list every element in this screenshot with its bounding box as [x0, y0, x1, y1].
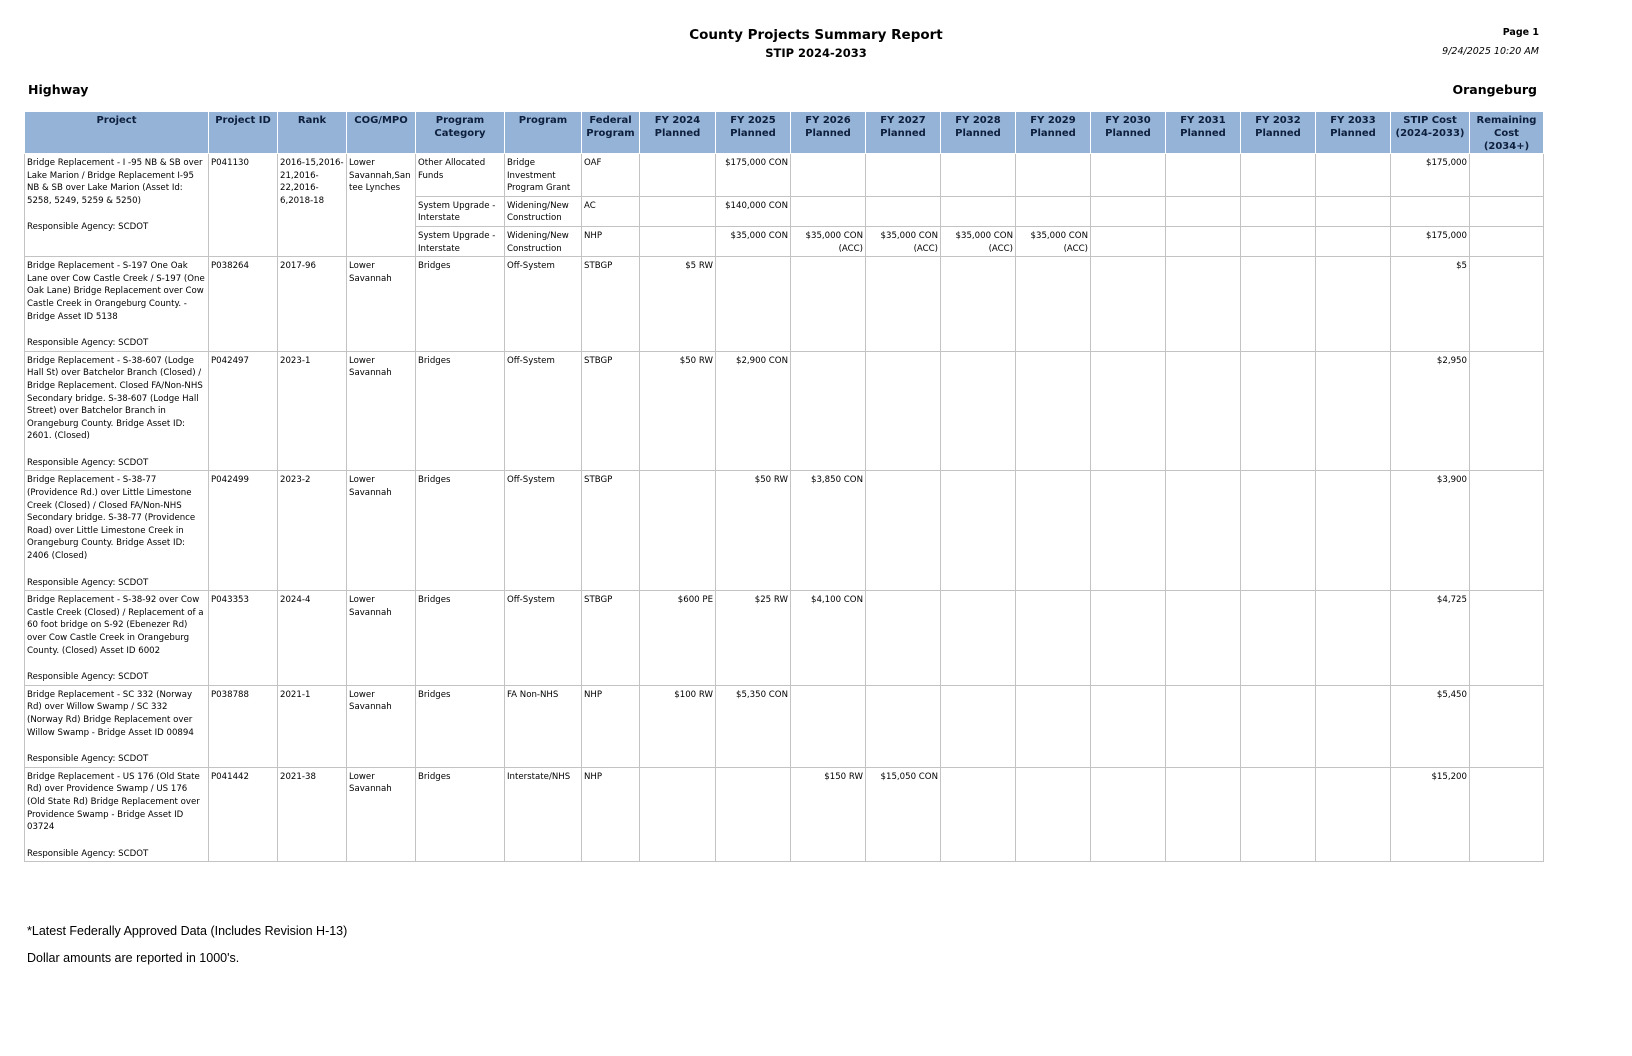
- fy-amount-cell: [1016, 591, 1091, 686]
- program: Widening/New Construction: [505, 196, 582, 226]
- fy-amount-cell: [1166, 196, 1241, 226]
- fy-amount: $100 RW: [674, 689, 713, 700]
- fy-amount-cell: [716, 257, 791, 352]
- fy-amount: $5,350 CON: [736, 689, 788, 700]
- fy-amount-cell: [941, 351, 1016, 471]
- fy-amount-cell: [941, 154, 1016, 197]
- table-row: [25, 685, 1544, 767]
- fy-amount: $35,000 CON: [880, 230, 938, 241]
- fy-amount-cell: [791, 226, 866, 256]
- fy-amount-cell: [1016, 685, 1091, 767]
- fy-amount-cell: [640, 351, 716, 471]
- federal-program: STBGP: [582, 351, 640, 471]
- fy-amount-cell: [1016, 257, 1091, 352]
- fy-amount: $140,000 CON: [725, 200, 788, 211]
- project-id: P041130: [209, 154, 278, 257]
- fy-amount-cell: [941, 257, 1016, 352]
- fy-amount-cell: [1166, 351, 1241, 471]
- program: Off-System: [505, 257, 582, 352]
- fy-amount: $150 RW: [824, 771, 863, 782]
- fy-amount-cell: [1241, 351, 1316, 471]
- project-cell: [25, 154, 209, 257]
- fy-amount-cell: [1241, 767, 1316, 862]
- program-category: Bridges: [416, 685, 505, 767]
- report-title: County Projects Summary Report: [689, 27, 943, 43]
- stip-cost: $5,450: [1391, 685, 1470, 767]
- fy-amount-cell: [1091, 351, 1166, 471]
- fy-amount: $175,000 CON: [725, 158, 788, 168]
- fy-amount-cell: [716, 767, 791, 862]
- stip-cost: $175,000: [1391, 226, 1470, 256]
- fy-amount-cell: [640, 154, 716, 197]
- fy-amount-cell: [1091, 226, 1166, 256]
- column-header: FY 2027 Planned: [866, 112, 941, 154]
- responsible-agency: Responsible Agency: SCDOT: [27, 848, 149, 859]
- fy-amount-cell: [1316, 154, 1391, 197]
- project-id: P041442: [209, 767, 278, 862]
- program-category: Bridges: [416, 471, 505, 591]
- fy-amount-cell: [716, 471, 791, 591]
- fy-amount-cell: [1166, 257, 1241, 352]
- table-row: [25, 591, 1544, 686]
- project-id: P042497: [209, 351, 278, 471]
- fy-amount-cell: [1316, 471, 1391, 591]
- responsible-agency: Responsible Agency: SCDOT: [27, 672, 149, 683]
- fy-amount-cell: [1166, 471, 1241, 591]
- footnote-units: Dollar amounts are reported in 1000's.: [27, 951, 240, 965]
- fy-amount-cell: [941, 471, 1016, 591]
- fy-amount-cell: [1316, 257, 1391, 352]
- federal-program: AC: [582, 196, 640, 226]
- fy-amount-cell: [1091, 685, 1166, 767]
- fy-amount-cell: [1016, 196, 1091, 226]
- fy-amount-cell: [1016, 767, 1091, 862]
- fy-amount-cell: [1091, 196, 1166, 226]
- table-header-row: [25, 112, 1544, 154]
- program-category: Bridges: [416, 257, 505, 352]
- fy-amount-cell: [791, 154, 866, 197]
- fy-amount-cell: [791, 767, 866, 862]
- fy-amount: $600 PE: [677, 595, 713, 606]
- fy-amount-cell: [1016, 471, 1091, 591]
- project-description: Bridge Replacement - S-197 One Oak Lane over Cow Castle Creek / S-197 (One Oak Lane) Bridge Replacement over Cow Castle Creek in Orangeburg County. - Bridge Asset ID 5138: [27, 261, 205, 322]
- fy-amount: $50 RW: [679, 355, 713, 366]
- fy-amount-cell: [1316, 196, 1391, 226]
- project-id: P038264: [209, 257, 278, 352]
- fy-amount-cell: [640, 685, 716, 767]
- footnote-data-source: *Latest Federally Approved Data (Includes Revision H-13): [27, 924, 348, 938]
- fy-amount-cell: [1091, 591, 1166, 686]
- fy-amount: $35,000 CON: [730, 230, 788, 241]
- fy-amount-cell: [1016, 226, 1091, 256]
- program: Widening/New Construction: [505, 226, 582, 256]
- project-rank: 2017-96: [278, 257, 347, 352]
- remaining-cost: [1470, 591, 1544, 686]
- fy-amount-cell: [716, 226, 791, 256]
- fy-amount: $5 RW: [685, 261, 713, 272]
- fy-amount: $2,900 CON: [736, 355, 788, 366]
- project-description: Bridge Replacement - S-38-92 over Cow Castle Creek (Closed) / Replacement of a 60 foot bridge on S-92 (Ebenezer Rd) over Cow Castle Creek in Orangeburg County. (Closed) Asset ID 6002: [27, 595, 204, 656]
- acc-flag: (ACC): [838, 243, 863, 254]
- remaining-cost: [1470, 685, 1544, 767]
- fy-amount-cell: [866, 591, 941, 686]
- cog-mpo: Lower Savannah: [347, 351, 416, 471]
- fy-amount-cell: [1166, 767, 1241, 862]
- fy-amount-cell: [716, 154, 791, 197]
- fy-amount-cell: [791, 351, 866, 471]
- stip-cost: $5: [1391, 257, 1470, 352]
- fy-amount-cell: [1241, 471, 1316, 591]
- fy-amount: $4,100 CON: [811, 595, 863, 606]
- project-id: P038788: [209, 685, 278, 767]
- column-header: Rank: [278, 112, 347, 154]
- fy-amount-cell: [1091, 154, 1166, 197]
- fy-amount-cell: [866, 226, 941, 256]
- responsible-agency: Responsible Agency: SCDOT: [27, 754, 149, 765]
- project-cell: [25, 351, 209, 471]
- program: Off-System: [505, 351, 582, 471]
- project-description: Bridge Replacement - SC 332 (Norway Rd) over Willow Swamp / SC 332 (Norway Rd) Bridge Replacement over Willow Swamp - Bridge Asset ID 00894: [27, 689, 194, 738]
- project-cell: [25, 257, 209, 352]
- column-header: Federal Program: [582, 112, 640, 154]
- remaining-cost: [1470, 471, 1544, 591]
- fy-amount-cell: [791, 591, 866, 686]
- responsible-agency: Responsible Agency: SCDOT: [27, 222, 149, 233]
- program: Off-System: [505, 591, 582, 686]
- fy-amount-cell: [941, 685, 1016, 767]
- acc-flag: (ACC): [1063, 243, 1088, 254]
- table-row: [25, 351, 1544, 471]
- cog-mpo: Lower Savannah: [347, 591, 416, 686]
- column-header: FY 2028 Planned: [941, 112, 1016, 154]
- fy-amount-cell: [866, 351, 941, 471]
- fy-amount-cell: [1316, 351, 1391, 471]
- responsible-agency: Responsible Agency: SCDOT: [27, 577, 149, 588]
- responsible-agency: Responsible Agency: SCDOT: [27, 457, 149, 468]
- remaining-cost: [1470, 351, 1544, 471]
- federal-program: NHP: [582, 767, 640, 862]
- fy-amount-cell: [1241, 257, 1316, 352]
- fy-amount-cell: [1316, 767, 1391, 862]
- project-rank: 2023-1: [278, 351, 347, 471]
- column-header: COG/MPO: [347, 112, 416, 154]
- remaining-cost: [1470, 226, 1544, 256]
- column-header: FY 2026 Planned: [791, 112, 866, 154]
- fy-amount: $35,000 CON: [955, 230, 1013, 241]
- fy-amount-cell: [716, 351, 791, 471]
- program: FA Non-NHS: [505, 685, 582, 767]
- fy-amount-cell: [1316, 226, 1391, 256]
- fy-amount-cell: [866, 767, 941, 862]
- project-rank: 2023-2: [278, 471, 347, 591]
- fy-amount-cell: [1166, 154, 1241, 197]
- fy-amount-cell: [1166, 591, 1241, 686]
- remaining-cost: [1470, 767, 1544, 862]
- fy-amount-cell: [1091, 767, 1166, 862]
- remaining-cost: [1470, 196, 1544, 226]
- fy-amount-cell: [1166, 685, 1241, 767]
- cog-mpo: Lower Savannah,Santee Lynches: [347, 154, 416, 257]
- column-header: FY 2033 Planned: [1316, 112, 1391, 154]
- section-heading: Highway: [28, 82, 89, 97]
- project-description: Bridge Replacement - I -95 NB & SB over Lake Marion / Bridge Replacement I-95 NB & SB over Lake Marion (Asset Id: 5258, 5249, 5259 & 5250): [27, 158, 203, 206]
- fy-amount: $15,050 CON: [880, 771, 938, 782]
- fy-amount-cell: [640, 591, 716, 686]
- fy-amount-cell: [866, 154, 941, 197]
- fy-amount: $35,000 CON: [1030, 230, 1088, 241]
- fy-amount-cell: [640, 767, 716, 862]
- program-category: Other Allocated Funds: [416, 154, 505, 197]
- fy-amount-cell: [1241, 591, 1316, 686]
- project-id: P043353: [209, 591, 278, 686]
- fy-amount-cell: [941, 226, 1016, 256]
- program-category: Bridges: [416, 351, 505, 471]
- fy-amount-cell: [941, 196, 1016, 226]
- column-header: FY 2030 Planned: [1091, 112, 1166, 154]
- column-header: Program: [505, 112, 582, 154]
- table-row: [25, 767, 1544, 862]
- federal-program: STBGP: [582, 257, 640, 352]
- fy-amount-cell: [791, 685, 866, 767]
- column-header: Program Category: [416, 112, 505, 154]
- remaining-cost: [1470, 154, 1544, 197]
- remaining-cost: [1470, 257, 1544, 352]
- project-rank: 2021-1: [278, 685, 347, 767]
- column-header: STIP Cost (2024-2033): [1391, 112, 1470, 154]
- project-cell: [25, 685, 209, 767]
- federal-program: STBGP: [582, 591, 640, 686]
- column-header: FY 2029 Planned: [1016, 112, 1091, 154]
- stip-cost: [1391, 196, 1470, 226]
- column-header: Project: [25, 112, 209, 154]
- project-rank: 2021-38: [278, 767, 347, 862]
- fy-amount-cell: [1241, 196, 1316, 226]
- program-category: System Upgrade - Interstate: [416, 226, 505, 256]
- stip-cost: $2,950: [1391, 351, 1470, 471]
- fy-amount-cell: [1316, 685, 1391, 767]
- cog-mpo: Lower Savannah: [347, 685, 416, 767]
- column-header: FY 2032 Planned: [1241, 112, 1316, 154]
- cog-mpo: Lower Savannah: [347, 257, 416, 352]
- acc-flag: (ACC): [913, 243, 938, 254]
- column-header: FY 2024 Planned: [640, 112, 716, 154]
- table-row: [25, 257, 1544, 352]
- fy-amount-cell: [791, 196, 866, 226]
- stip-cost: $3,900: [1391, 471, 1470, 591]
- column-header: FY 2031 Planned: [1166, 112, 1241, 154]
- fy-amount-cell: [716, 685, 791, 767]
- fy-amount: $50 RW: [754, 475, 788, 486]
- fy-amount-cell: [640, 471, 716, 591]
- project-rank: 2016-15,2016-21,2016-22,2016-6,2018-18: [278, 154, 347, 257]
- fy-amount-cell: [866, 196, 941, 226]
- project-cell: [25, 471, 209, 591]
- responsible-agency: Responsible Agency: SCDOT: [27, 338, 149, 349]
- stip-cost: $15,200: [1391, 767, 1470, 862]
- fy-amount-cell: [1091, 471, 1166, 591]
- fy-amount-cell: [1241, 154, 1316, 197]
- fy-amount-cell: [866, 471, 941, 591]
- report-subtitle: STIP 2024-2033: [765, 46, 867, 60]
- fy-amount-cell: [640, 226, 716, 256]
- federal-program: NHP: [582, 226, 640, 256]
- fy-amount-cell: [1241, 226, 1316, 256]
- federal-program: NHP: [582, 685, 640, 767]
- program: Bridge Investment Program Grant: [505, 154, 582, 197]
- page-number: Page 1: [1502, 27, 1539, 38]
- column-header: Remaining Cost (2034+): [1470, 112, 1544, 154]
- fy-amount: $25 RW: [754, 595, 788, 606]
- cog-mpo: Lower Savannah: [347, 471, 416, 591]
- fy-amount-cell: [941, 591, 1016, 686]
- program-category: Bridges: [416, 591, 505, 686]
- project-cell: [25, 767, 209, 862]
- fy-amount-cell: [640, 257, 716, 352]
- project-rank: 2024-4: [278, 591, 347, 686]
- fy-amount: $35,000 CON: [805, 230, 863, 241]
- federal-program: STBGP: [582, 471, 640, 591]
- program: Off-System: [505, 471, 582, 591]
- project-description: Bridge Replacement - US 176 (Old State Rd) over Providence Swamp / US 176 (Old State Rd) Bridge Replacement over Providence Swamp - Bridge Asset ID 03724: [27, 771, 200, 833]
- project-description: Bridge Replacement - S-38-607 (Lodge Hall St) over Batchelor Branch (Closed) / Bridge Replacement. Closed FA/Non-NHS Secondary bridge. S-38-607 (Lodge Hall Street) over Batchelor Branch in Orangeburg County. Bridge Asset ID: 2601. (Closed): [27, 355, 203, 442]
- federal-program: OAF: [582, 154, 640, 197]
- fy-amount: $3,850 CON: [811, 475, 863, 486]
- fy-amount-cell: [866, 685, 941, 767]
- project-description: Bridge Replacement - S-38-77 (Providence Rd.) over Little Limestone Creek (Closed) / Closed FA/Non-NHS Secondary bridge. S-38-77 (Providence Road) over Little Limestone Creek in Orangeburg County. Bridge Asset ID: 2406 (Closed): [27, 475, 196, 562]
- project-cell: [25, 591, 209, 686]
- fy-amount-cell: [1166, 226, 1241, 256]
- fy-amount-cell: [1016, 154, 1091, 197]
- acc-flag: (ACC): [988, 243, 1013, 254]
- fy-amount-cell: [716, 591, 791, 686]
- program-category: Bridges: [416, 767, 505, 862]
- project-id: P042499: [209, 471, 278, 591]
- fy-amount-cell: [1091, 257, 1166, 352]
- fy-amount-cell: [941, 767, 1016, 862]
- program: Interstate/NHS: [505, 767, 582, 862]
- cog-mpo: Lower Savannah: [347, 767, 416, 862]
- fy-amount-cell: [791, 257, 866, 352]
- fy-amount-cell: [1016, 351, 1091, 471]
- program-category: System Upgrade - Interstate: [416, 196, 505, 226]
- table-row: [25, 154, 1544, 197]
- column-header: FY 2025 Planned: [716, 112, 791, 154]
- fy-amount-cell: [1316, 591, 1391, 686]
- fy-amount-cell: [716, 196, 791, 226]
- fy-amount-cell: [866, 257, 941, 352]
- county-name: Orangeburg: [1452, 82, 1537, 97]
- fy-amount-cell: [1241, 685, 1316, 767]
- stip-cost: $175,000: [1391, 154, 1470, 197]
- fy-amount-cell: [640, 196, 716, 226]
- column-header: Project ID: [209, 112, 278, 154]
- projects-table: [24, 111, 1544, 862]
- stip-cost: $4,725: [1391, 591, 1470, 686]
- fy-amount-cell: [791, 471, 866, 591]
- table-row: [25, 471, 1544, 591]
- print-timestamp: 9/24/2025 10:20 AM: [1442, 46, 1539, 57]
